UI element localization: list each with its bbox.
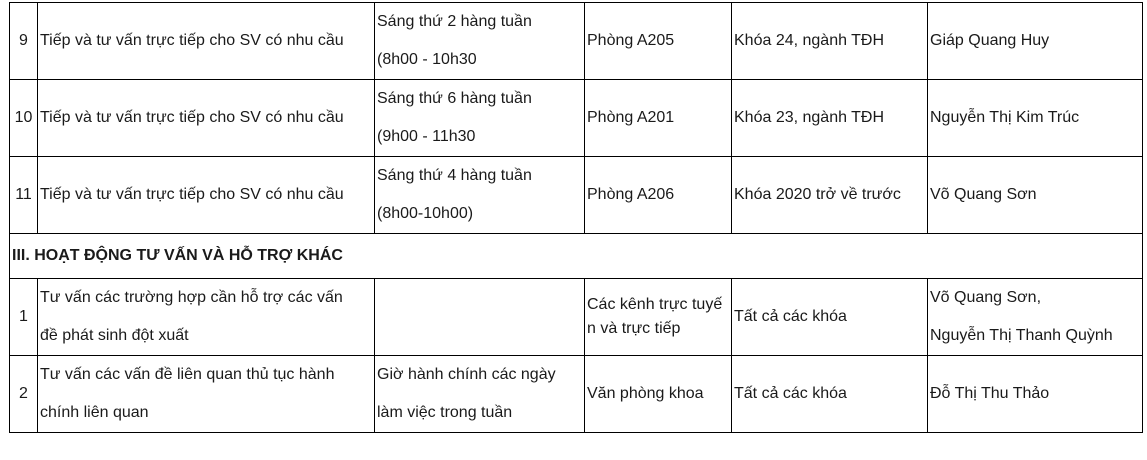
table-row <box>10 3 1143 80</box>
location-cell: Phòng A201 <box>585 80 732 157</box>
time-line: Giờ hành chính các ngày <box>377 366 556 383</box>
time-line: (8h00 - 10h30 <box>377 51 477 68</box>
activity-cell <box>38 356 375 433</box>
time-cell <box>375 3 585 80</box>
person-cell: Võ Quang Sơn <box>928 157 1143 234</box>
time-line: Sáng thứ 6 hàng tuần <box>377 90 532 107</box>
section-title: III. HOẠT ĐỘNG TƯ VẤN VÀ HỖ TRỢ KHÁC <box>10 234 1143 279</box>
time-cell <box>375 157 585 234</box>
row-number: 2 <box>10 356 38 433</box>
location-line: Các kênh trực tuyế <box>587 296 723 313</box>
location-cell: Phòng A206 <box>585 157 732 234</box>
person-cell: Giáp Quang Huy <box>928 3 1143 80</box>
time-line: (9h00 - 11h30 <box>377 128 476 145</box>
activity-line: Tư vấn các vấn đề liên quan thủ tục hành <box>40 366 335 383</box>
target-cell: Khóa 2020 trở về trước <box>732 157 928 234</box>
time-line: Sáng thứ 2 hàng tuần <box>377 13 532 30</box>
row-number: 11 <box>10 157 38 234</box>
time-cell <box>375 80 585 157</box>
table-row <box>10 279 1143 356</box>
activity-cell: Tiếp và tư vấn trực tiếp cho SV có nhu cầu <box>38 157 375 234</box>
location-line: n và trực tiếp <box>587 320 681 337</box>
time-line: làm việc trong tuần <box>377 404 513 421</box>
person-cell: Nguyễn Thị Kim Trúc <box>928 80 1143 157</box>
time-line: Sáng thứ 4 hàng tuần <box>377 167 532 184</box>
person-line: Võ Quang Sơn, <box>930 289 1042 306</box>
schedule-table <box>9 2 1143 433</box>
activity-line: đề phát sinh đột xuất <box>40 327 189 344</box>
target-cell: Khóa 23, ngành TĐH <box>732 80 928 157</box>
time-cell <box>375 356 585 433</box>
activity-cell: Tiếp và tư vấn trực tiếp cho SV có nhu cầu <box>38 3 375 80</box>
row-number: 9 <box>10 3 38 80</box>
location-cell <box>585 279 732 356</box>
location-cell: Văn phòng khoa <box>585 356 732 433</box>
section-header-row <box>10 234 1143 279</box>
person-cell: Đỗ Thị Thu Thảo <box>928 356 1143 433</box>
target-cell: Tất cả các khóa <box>732 279 928 356</box>
table-row <box>10 157 1143 234</box>
person-cell <box>928 279 1143 356</box>
person-line: Nguyễn Thị Thanh Quỳnh <box>930 327 1113 344</box>
row-number: 10 <box>10 80 38 157</box>
table-row <box>10 356 1143 433</box>
time-cell <box>375 279 585 356</box>
activity-line: chính liên quan <box>40 404 149 421</box>
target-cell: Khóa 24, ngành TĐH <box>732 3 928 80</box>
table-row <box>10 80 1143 157</box>
activity-line: Tư vấn các trường hợp cần hỗ trợ các vấn <box>40 289 343 306</box>
time-line: (8h00-10h00) <box>377 205 474 222</box>
row-number: 1 <box>10 279 38 356</box>
activity-cell: Tiếp và tư vấn trực tiếp cho SV có nhu cầu <box>38 80 375 157</box>
location-cell: Phòng A205 <box>585 3 732 80</box>
activity-cell <box>38 279 375 356</box>
target-cell: Tất cả các khóa <box>732 356 928 433</box>
